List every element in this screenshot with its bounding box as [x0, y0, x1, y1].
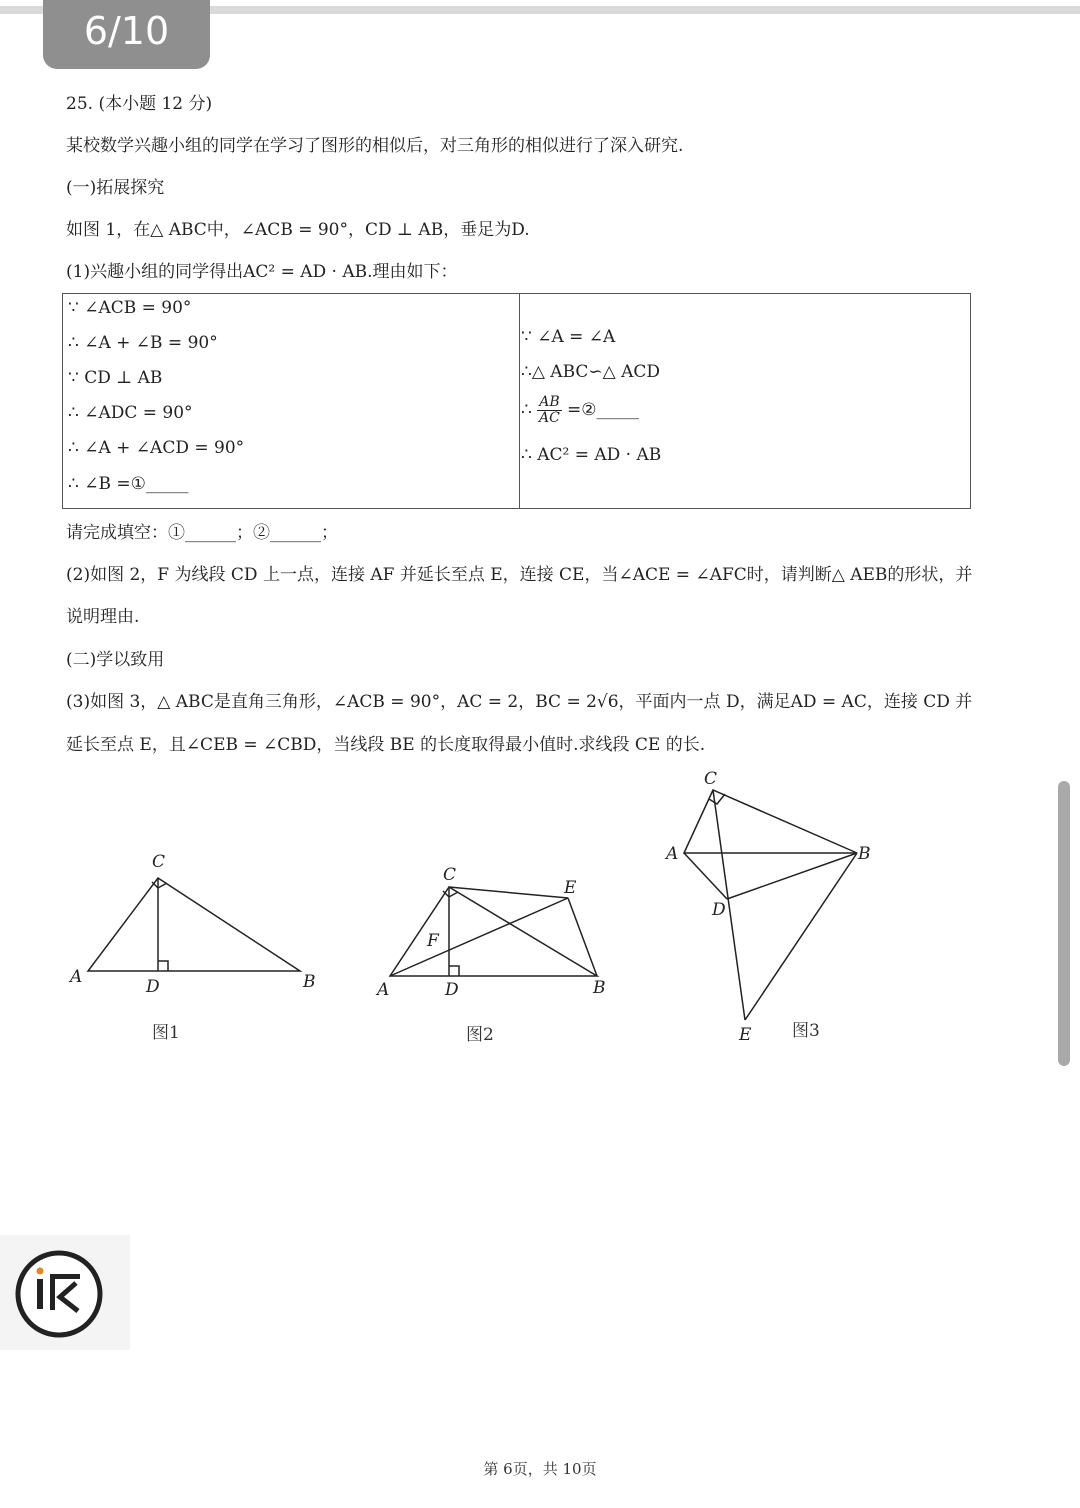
- part2-line-1: (2)如图 2，F 为线段 CD 上一点，连接 AF 并延长至点 E，连接 CE，当∠ACE = ∠AFC时，请判断△ AEB的形状，并: [66, 565, 973, 585]
- fig3-label-a: A: [666, 844, 679, 864]
- fig1-label-a: A: [70, 967, 83, 987]
- page-indicator: 6/10: [43, 0, 210, 69]
- page-footer: 第 6页，共 10页: [483, 1460, 597, 1478]
- fig2-right-angle-d: [449, 966, 459, 976]
- proof-right-line: ∵ ∠A = ∠A: [521, 327, 616, 347]
- fig1-label-d: D: [146, 977, 160, 997]
- question-intro: 某校数学兴趣小组的同学在学习了图形的相似后，对三角形的相似进行了深入研究.: [66, 136, 684, 156]
- fig1-caption: 图1: [152, 1023, 180, 1043]
- question-header: 25. (本小题 12 分): [66, 94, 213, 114]
- fig3-label-e: E: [739, 1025, 752, 1045]
- fig2-label-d: D: [445, 980, 459, 1000]
- fig3-label-c: C: [704, 769, 718, 789]
- proof-left-line: ∴ ∠B =①_____: [68, 474, 189, 494]
- fig2-label-a: A: [377, 980, 390, 1000]
- fig2-label-c: C: [443, 865, 457, 885]
- part1-statement: (1)兴趣小组的同学得出AC² = AD · AB.理由如下：: [66, 262, 458, 282]
- proof-right-line: ∴ AC² = AD · AB: [521, 445, 662, 465]
- proof-left-line: ∵ ∠ACB = 90°: [68, 298, 192, 318]
- fig3-segment-ad: [684, 853, 727, 899]
- fig2-label-b: B: [593, 978, 606, 998]
- fig3-label-b: B: [858, 844, 871, 864]
- section-title-2: (二)学以致用: [66, 650, 165, 670]
- fig2-label-e: E: [564, 878, 577, 898]
- therefore-symbol: ∴: [521, 400, 532, 420]
- figure-2: [390, 887, 597, 976]
- fig3-right-angle-c: [709, 794, 725, 804]
- fraction-denominator: AC: [539, 410, 560, 426]
- fig2-caption: 图2: [466, 1025, 494, 1045]
- part2-line-2: 说明理由.: [66, 607, 140, 627]
- part3-line-1: (3)如图 3，△ ABC是直角三角形，∠ACB = 90°，AC = 2，BC = 2√6，平面内一点 D，满足AD = AC，连接 CD 并: [66, 692, 973, 712]
- section-title-1: (一)拓展探究: [66, 178, 165, 198]
- proof-left-line: ∵ CD ⊥ AB: [68, 368, 163, 388]
- logo-panel: [0, 1235, 130, 1350]
- figure-1: [88, 878, 300, 971]
- fig1-right-angle-d: [158, 961, 168, 971]
- proof-left-line: ∴ ∠A + ∠B = 90°: [68, 333, 218, 353]
- figure-3: [684, 790, 857, 1020]
- fig1-label-c: C: [152, 852, 166, 872]
- proof-right-line: ∴△ ABC∽△ ACD: [521, 362, 661, 382]
- fig3-label-d: D: [712, 900, 726, 920]
- part3-line-2: 延长至点 E，且∠CEB = ∠CBD，当线段 BE 的长度取得最小值时.求线段 CE 的长.: [66, 735, 706, 755]
- scrollbar-thumb[interactable]: [1058, 781, 1070, 1066]
- given-statement: 如图 1，在△ ABC中，∠ACB = 90°，CD ⊥ AB，垂足为D.: [66, 220, 530, 240]
- fig3-segment-db: [727, 853, 857, 899]
- fig1-triangle-abc: [88, 878, 300, 971]
- blank-2: =②_____: [567, 400, 640, 420]
- fig2-segment-ce: [449, 887, 568, 898]
- fig1-label-b: B: [303, 972, 316, 992]
- fig3-segment-be: [745, 853, 857, 1020]
- fig3-caption: 图3: [792, 1021, 820, 1041]
- fig2-label-f: F: [427, 931, 439, 951]
- proof-left-line: ∴ ∠A + ∠ACD = 90°: [68, 438, 245, 458]
- proof-left-line: ∴ ∠ADC = 90°: [68, 403, 193, 423]
- fill-blank-instruction: 请完成填空：①______；②______；: [66, 523, 338, 543]
- fraction-numerator: AB: [539, 394, 560, 410]
- fig2-segment-eb: [568, 898, 597, 976]
- pai-logo-icon[interactable]: [0, 1235, 130, 1350]
